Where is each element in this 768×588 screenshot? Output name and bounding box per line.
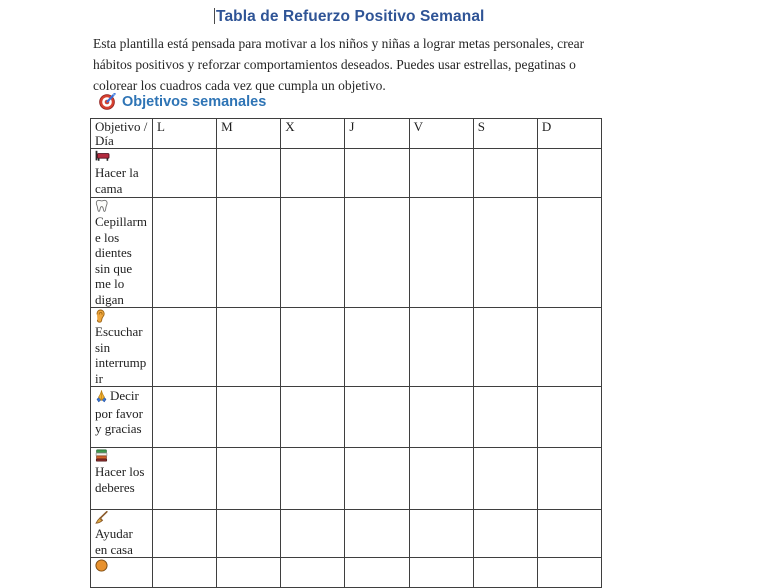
ball-icon xyxy=(95,559,147,574)
day-cell[interactable] xyxy=(473,198,537,308)
objective-label: Hacer la cama xyxy=(95,165,139,196)
day-cell[interactable] xyxy=(217,149,281,198)
day-cell[interactable] xyxy=(345,149,409,198)
day-cell[interactable] xyxy=(281,387,345,448)
praying-hands-icon xyxy=(95,390,108,406)
day-cell[interactable] xyxy=(217,448,281,510)
day-cell[interactable] xyxy=(409,308,473,387)
bed-icon xyxy=(95,150,147,165)
day-cell[interactable] xyxy=(409,448,473,510)
day-cell[interactable] xyxy=(537,198,601,308)
day-cell[interactable] xyxy=(537,308,601,387)
day-cell[interactable] xyxy=(345,198,409,308)
day-header-monday: L xyxy=(153,119,217,149)
objective-label: Decir por favor y gracias xyxy=(95,388,144,436)
section-heading-text: Objetivos semanales xyxy=(122,93,267,110)
day-cell[interactable] xyxy=(537,558,601,588)
table-row xyxy=(91,149,602,198)
day-header-tuesday: M xyxy=(217,119,281,149)
table-row xyxy=(91,387,602,448)
day-cell[interactable] xyxy=(473,387,537,448)
day-cell[interactable] xyxy=(473,510,537,558)
page-title-text: Tabla de Refuerzo Positivo Semanal xyxy=(216,8,485,25)
objective-cell xyxy=(91,387,153,448)
day-cell[interactable] xyxy=(217,510,281,558)
day-cell[interactable] xyxy=(153,558,217,588)
objective-cell xyxy=(91,149,153,198)
text-cursor xyxy=(214,8,216,24)
day-cell[interactable] xyxy=(409,149,473,198)
day-cell[interactable] xyxy=(153,149,217,198)
day-cell[interactable] xyxy=(409,558,473,588)
section-heading xyxy=(99,93,266,110)
header-row xyxy=(91,119,602,149)
day-header-wednesday: X xyxy=(281,119,345,149)
day-cell[interactable] xyxy=(217,558,281,588)
day-cell[interactable] xyxy=(217,308,281,387)
day-header-saturday: S xyxy=(473,119,537,149)
day-cell[interactable] xyxy=(537,448,601,510)
objective-label: Hacer los deberes xyxy=(95,464,145,495)
page-title xyxy=(91,8,607,26)
table-row xyxy=(91,198,602,308)
day-cell[interactable] xyxy=(153,448,217,510)
day-header-friday: V xyxy=(409,119,473,149)
day-cell[interactable] xyxy=(281,510,345,558)
day-cell[interactable] xyxy=(153,198,217,308)
day-cell[interactable] xyxy=(281,448,345,510)
day-cell[interactable] xyxy=(153,308,217,387)
intro-paragraph: Esta plantilla está pensada para motivar a los niños y niñas a lograr metas personales, crear hábitos positivos y reforzar comportamientos deseados. Puedes usar estrellas, pegatinas o colorear los cuadros cada vez que cumpla un objetivo. xyxy=(93,36,585,93)
table-row xyxy=(91,448,602,510)
day-header-thursday: J xyxy=(345,119,409,149)
corner-header: Objetivo / Día xyxy=(91,119,153,149)
day-cell[interactable] xyxy=(217,387,281,448)
table-row xyxy=(91,558,602,588)
tooth-icon xyxy=(95,199,147,214)
day-cell[interactable] xyxy=(153,510,217,558)
day-cell[interactable] xyxy=(473,308,537,387)
day-cell[interactable] xyxy=(409,510,473,558)
target-icon xyxy=(99,93,116,110)
day-cell[interactable] xyxy=(281,558,345,588)
day-cell[interactable] xyxy=(537,510,601,558)
day-cell[interactable] xyxy=(281,308,345,387)
weekly-goals-table xyxy=(90,118,602,588)
day-cell[interactable] xyxy=(281,198,345,308)
day-cell[interactable] xyxy=(537,149,601,198)
objective-cell xyxy=(91,448,153,510)
day-cell[interactable] xyxy=(345,387,409,448)
day-header-sunday: D xyxy=(537,119,601,149)
objective-label: Ayudar en casa xyxy=(95,526,133,557)
day-cell[interactable] xyxy=(281,149,345,198)
day-cell[interactable] xyxy=(345,448,409,510)
day-cell[interactable] xyxy=(473,448,537,510)
day-cell[interactable] xyxy=(537,387,601,448)
books-icon xyxy=(95,449,147,464)
table-row xyxy=(91,510,602,558)
table-row xyxy=(91,308,602,387)
day-cell[interactable] xyxy=(345,558,409,588)
day-cell[interactable] xyxy=(217,198,281,308)
day-cell[interactable] xyxy=(345,510,409,558)
objective-cell xyxy=(91,308,153,387)
ear-icon xyxy=(95,309,147,324)
objective-label: Cepillarme los dientes sin que me lo digan xyxy=(95,214,147,307)
day-cell[interactable] xyxy=(345,308,409,387)
broom-icon xyxy=(95,511,147,526)
day-cell[interactable] xyxy=(409,198,473,308)
objective-cell xyxy=(91,198,153,308)
objective-cell xyxy=(91,558,153,588)
day-cell[interactable] xyxy=(473,149,537,198)
objective-label: Escuchar sin interrumpir xyxy=(95,324,147,386)
day-cell[interactable] xyxy=(473,558,537,588)
day-cell[interactable] xyxy=(409,387,473,448)
objective-cell xyxy=(91,510,153,558)
day-cell[interactable] xyxy=(153,387,217,448)
